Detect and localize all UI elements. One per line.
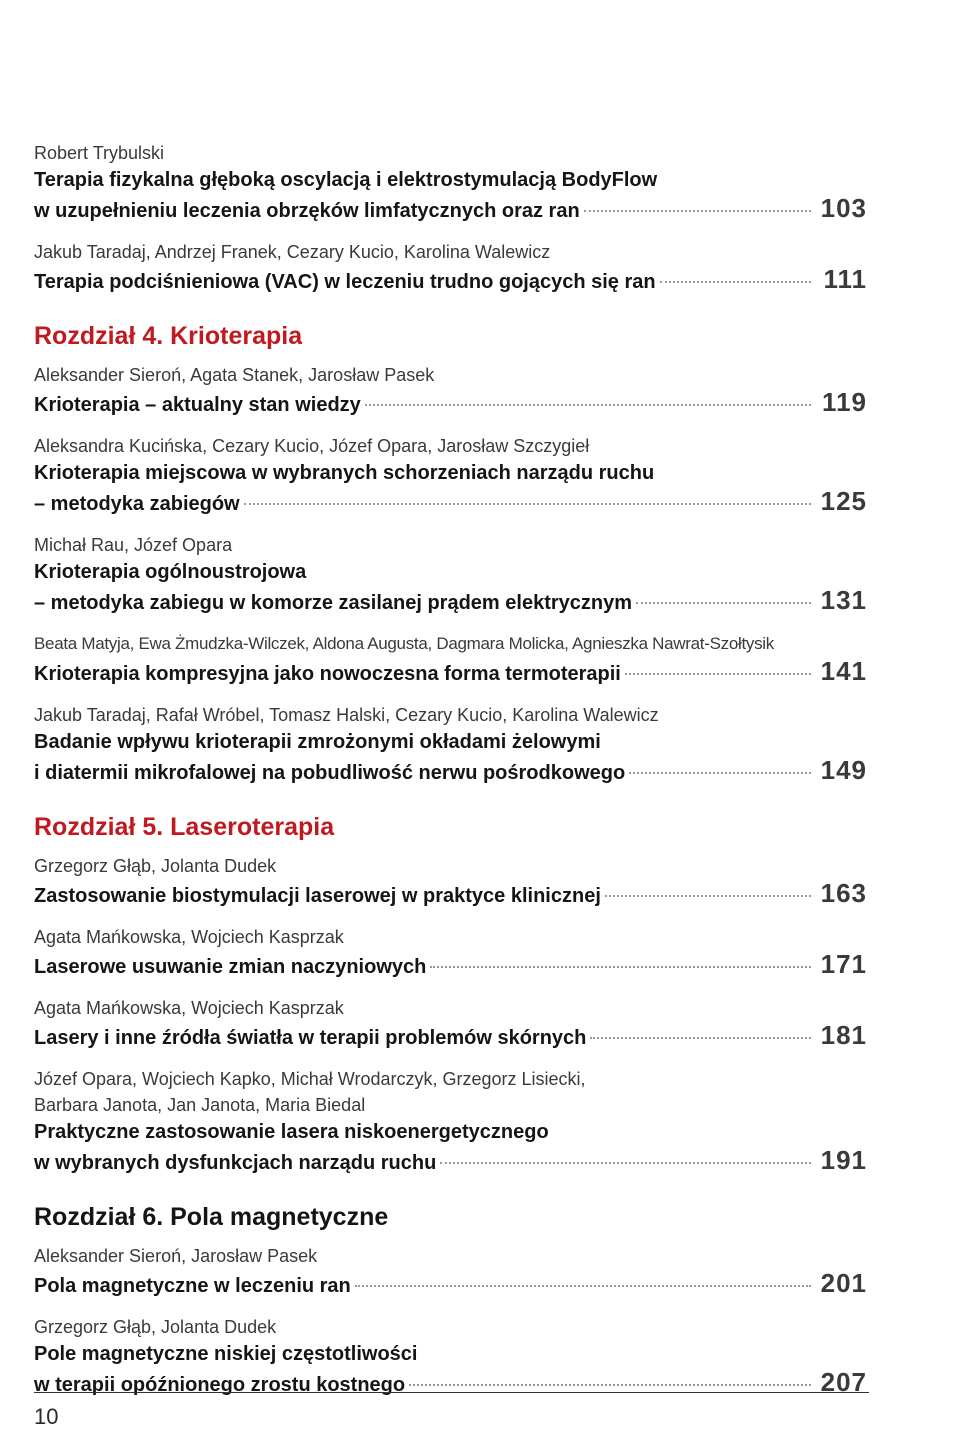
toc-entry: [34, 995, 867, 1052]
entry-title-line: Badanie wpływu krioterapii zmrożonymi okładami żelowymi: [34, 731, 601, 753]
dot-leader: [629, 772, 811, 774]
entry-authors: Jakub Taradaj, Andrzej Franek, Cezary Kucio, Karolina Walewicz: [34, 242, 551, 262]
entry-page-number: 181: [820, 1020, 867, 1050]
entry-title-last-line: [34, 756, 867, 787]
entry-page-number: 191: [820, 1145, 867, 1175]
chapter-heading-4: Rozdział 4. Krioterapia: [34, 322, 303, 350]
toc-entry: [34, 1066, 867, 1177]
dot-leader: [355, 1285, 811, 1287]
dot-leader: [625, 673, 811, 675]
entry-title-last-line: [34, 657, 867, 688]
entry-authors: Agata Mańkowska, Wojciech Kasprzak: [34, 998, 344, 1018]
toc-entry: [34, 433, 867, 518]
entry-page-number: 119: [822, 387, 867, 417]
entry-title-line: Terapia fizykalna głęboką oscylacją i elektrostymulacją BodyFlow: [34, 169, 658, 191]
entry-authors: Aleksandra Kucińska, Cezary Kucio, Józef Opara, Jarosław Szczygieł: [34, 436, 590, 456]
entry-authors: Aleksander Sieroń, Agata Stanek, Jarosław Pasek: [34, 365, 435, 385]
entry-title-text: Krioterapia – aktualny stan wiedzy: [34, 394, 361, 416]
entry-title-text: w wybranych dysfunkcjach narządu ruchu: [34, 1152, 437, 1174]
entry-page-number: 131: [820, 585, 867, 615]
entry-page-number: 149: [820, 755, 867, 785]
entry-authors: Michał Rau, Józef Opara: [34, 535, 233, 555]
toc-entry: [34, 853, 867, 910]
entry-authors: Jakub Taradaj, Rafał Wróbel, Tomasz Halski, Cezary Kucio, Karolina Walewicz: [34, 705, 659, 725]
toc-entry: [34, 702, 867, 787]
entry-title-text: i diatermii mikrofalowej na pobudliwość nerwu pośrodkowego: [34, 762, 626, 784]
entry-title-last-line: [34, 388, 867, 419]
toc-entry: [34, 631, 867, 688]
dot-leader: [605, 895, 811, 897]
entry-page-number: 163: [820, 878, 867, 908]
entry-title-line: Praktyczne zastosowanie lasera niskoenergetycznego: [34, 1121, 549, 1143]
entry-page-number: 207: [820, 1367, 867, 1397]
entry-title-line: Pole magnetyczne niskiej częstotliwości: [34, 1343, 418, 1365]
dot-leader: [244, 503, 811, 505]
dot-leader: [660, 281, 811, 283]
entry-authors: Robert Trybulski: [34, 143, 165, 163]
entry-authors: Grzegorz Głąb, Jolanta Dudek: [34, 1317, 277, 1337]
entry-title-last-line: [34, 1146, 867, 1177]
entry-title-text: Laserowe usuwanie zmian naczyniowych: [34, 956, 427, 978]
entry-title-last-line: [34, 487, 867, 518]
entry-title-line: Krioterapia miejscowa w wybranych schorzeniach narządu ruchu: [34, 462, 655, 484]
entry-authors: Agata Mańkowska, Wojciech Kasprzak: [34, 927, 344, 947]
entry-page-number: 103: [820, 193, 867, 223]
entry-title-last-line: [34, 1021, 867, 1052]
entry-authors-continued: Barbara Janota, Jan Janota, Maria Biedal: [34, 1095, 366, 1115]
toc-entry: [34, 362, 867, 419]
entry-title-last-line: [34, 194, 867, 225]
entry-title-text: – metodyka zabiegu w komorze zasilanej prądem elektrycznym: [34, 592, 633, 614]
entry-title-line: Krioterapia ogólnoustrojowa: [34, 561, 307, 583]
entry-authors: Aleksander Sieroń, Jarosław Pasek: [34, 1246, 318, 1266]
entry-page-number: 171: [820, 949, 867, 979]
toc-entry: [34, 1314, 867, 1399]
dot-leader: [365, 404, 811, 406]
entry-title-text: – metodyka zabiegów: [34, 493, 240, 515]
toc-entry: [34, 140, 867, 225]
entry-page-number: 141: [820, 656, 867, 686]
page-number: 10: [34, 1404, 59, 1429]
entry-title-last-line: [34, 1269, 867, 1300]
entry-title-text: Krioterapia kompresyjna jako nowoczesna forma termoterapii: [34, 663, 621, 685]
entry-title-last-line: [34, 265, 867, 296]
table-of-contents: [34, 140, 867, 1413]
entry-title-text: Lasery i inne źródła światła w terapii problemów skórnych: [34, 1027, 587, 1049]
entry-title-text: w terapii opóźnionego zrostu kostnego: [34, 1374, 406, 1396]
toc-entry: [34, 924, 867, 981]
entry-page-number: 125: [820, 486, 867, 516]
entry-page-number: 111: [823, 264, 867, 294]
chapter-heading-6: Rozdział 6. Pola magnetyczne: [34, 1203, 389, 1231]
entry-title-last-line: [34, 879, 867, 910]
entry-authors: Beata Matyja, Ewa Żmudzka-Wilczek, Aldona Augusta, Dagmara Molicka, Agnieszka Nawrat-Szołtysik: [34, 634, 774, 653]
entry-title-last-line: [34, 586, 867, 617]
dot-leader: [430, 966, 811, 968]
toc-entry: [34, 1243, 867, 1300]
toc-entry: [34, 239, 867, 296]
entry-authors: Grzegorz Głąb, Jolanta Dudek: [34, 856, 277, 876]
chapter-heading-5: Rozdział 5. Laseroterapia: [34, 813, 335, 841]
toc-entry: [34, 532, 867, 617]
entry-page-number: 201: [820, 1268, 867, 1298]
dot-leader: [409, 1384, 811, 1386]
dot-leader: [590, 1037, 811, 1039]
entry-title-text: Zastosowanie biostymulacji laserowej w praktyce klinicznej: [34, 885, 601, 907]
dot-leader: [440, 1162, 811, 1164]
footer-rule: [34, 1392, 869, 1393]
dot-leader: [584, 210, 811, 212]
entry-title-text: Terapia podciśnieniowa (VAC) w leczeniu trudno gojących się ran: [34, 271, 656, 293]
entry-title-text: w uzupełnieniu leczenia obrzęków limfatycznych oraz ran: [34, 200, 580, 222]
dot-leader: [636, 602, 811, 604]
entry-title-text: Pola magnetyczne w leczeniu ran: [34, 1275, 351, 1297]
entry-title-last-line: [34, 1368, 867, 1399]
entry-authors: Józef Opara, Wojciech Kapko, Michał Wrodarczyk, Grzegorz Lisiecki,: [34, 1069, 586, 1089]
entry-title-last-line: [34, 950, 867, 981]
